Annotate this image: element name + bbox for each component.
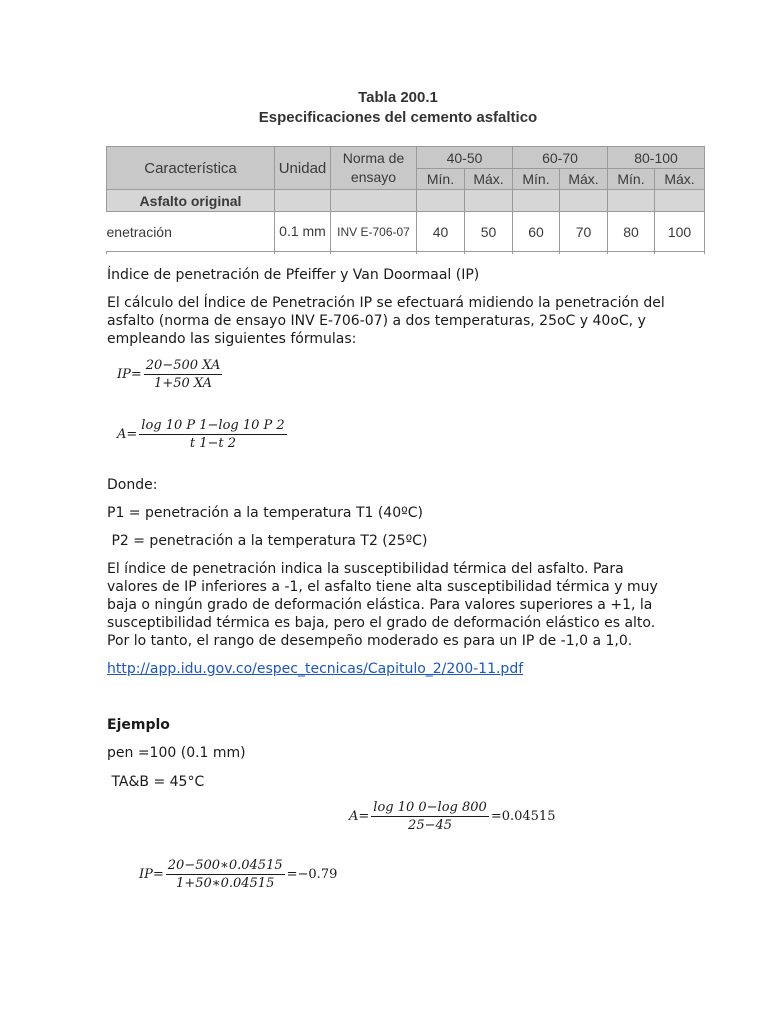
text-line: El cálculo del Índice de Penetración IP se efectuará midiendo la penetración del <box>107 295 665 311</box>
formula-denominator: 1+50∗0.04515 <box>176 876 275 891</box>
table-subtitle: Especificaciones del cemento asfaltico <box>258 109 538 126</box>
col-header-unidad: Unidad <box>275 147 331 190</box>
col-group-80-100: 80-100 <box>608 147 705 169</box>
text-line: empleando las siguientes fórmulas: <box>107 331 357 347</box>
row-norma: INV E-706-07 <box>331 212 417 252</box>
formula-lhs: A= <box>117 427 138 442</box>
col-header-min: Mín. <box>513 169 560 190</box>
col-header-max: Máx. <box>560 169 608 190</box>
col-header-min: Mín. <box>608 169 655 190</box>
row-value: 100 <box>655 212 705 252</box>
formula-lhs: IP= <box>117 367 142 382</box>
donde-label: Donde: <box>107 477 158 493</box>
example-formula-a <box>349 800 555 833</box>
formula-denominator: 1+50 XA <box>154 376 213 391</box>
row-label: enetración <box>107 212 275 252</box>
row-value: 70 <box>560 212 608 252</box>
specifications-table <box>106 146 705 254</box>
text-line: susceptibilidad térmica es baja, pero el grado de deformación elástico es alto. <box>107 615 656 631</box>
section-label: Asfalto original <box>107 190 275 212</box>
col-header-norma: Norma de ensayo <box>331 147 417 190</box>
example-heading: Ejemplo <box>107 717 170 733</box>
formula-result: =0.04515 <box>490 809 556 824</box>
formula-denominator: 25−45 <box>408 818 453 833</box>
col-group-60-70: 60-70 <box>513 147 608 169</box>
formula-numerator: 20−500 XA <box>145 358 221 373</box>
text-line: valores de IP inferiores a -1, el asfalto tiene alta susceptibilidad térmica y muy <box>107 579 658 595</box>
col-header-caracteristica: Característica <box>107 147 275 190</box>
table-title: Tabla 200.1 <box>358 89 438 106</box>
text-line: El índice de penetración indica la susceptibilidad térmica del asfalto. Para <box>107 561 624 577</box>
row-unit: 0.1 mm <box>275 212 331 252</box>
formula-lhs: A= <box>349 809 370 824</box>
formula-numerator: log 10 0−log 800 <box>373 800 487 815</box>
formula-a <box>117 418 289 451</box>
row-value: 40 <box>417 212 465 252</box>
row-value: 50 <box>465 212 513 252</box>
formula-numerator: log 10 P 1−log 10 P 2 <box>141 418 285 433</box>
row-value: 80 <box>608 212 655 252</box>
text-line: Por lo tanto, el rango de desempeño moderado es para un IP de -1,0 a 1,0. <box>107 633 633 649</box>
formula-numerator: 20−500∗0.04515 <box>167 858 283 873</box>
example-pen: pen =100 (0.1 mm) <box>107 745 246 761</box>
section-heading: Índice de penetración de Pfeiffer y Van Doormaal (IP) <box>107 267 480 283</box>
formula-result: =−0.79 <box>286 867 338 882</box>
col-header-max: Máx. <box>465 169 513 190</box>
p2-definition: P2 = penetración a la temperatura T2 (25ºC) <box>107 533 428 549</box>
reference-link[interactable]: http://app.idu.gov.co/espec_tecnicas/Capitulo_2/200-11.pdf <box>107 661 524 677</box>
example-temperature: TA&B = 45°C <box>107 774 205 790</box>
col-header-min: Mín. <box>417 169 465 190</box>
row-value: 60 <box>513 212 560 252</box>
formula-lhs: IP= <box>139 867 164 882</box>
text-line: baja o ningún grado de deformación elástica. Para valores superiores a +1, la <box>107 597 653 613</box>
calc-paragraph <box>107 294 665 348</box>
p1-definition: P1 = penetración a la temperatura T1 (40ºC) <box>107 505 423 521</box>
col-header-max: Máx. <box>655 169 705 190</box>
text-line: asfalto (norma de ensayo INV E-706-07) a dos temperaturas, 25oC y 40oC, y <box>107 313 646 329</box>
specifications-table-image <box>106 146 768 254</box>
indice-paragraph <box>107 560 658 650</box>
formula-denominator: t 1−t 2 <box>189 436 237 451</box>
formula-ip <box>117 358 224 391</box>
example-formula-ip <box>139 858 337 891</box>
col-group-40-50: 40-50 <box>417 147 513 169</box>
